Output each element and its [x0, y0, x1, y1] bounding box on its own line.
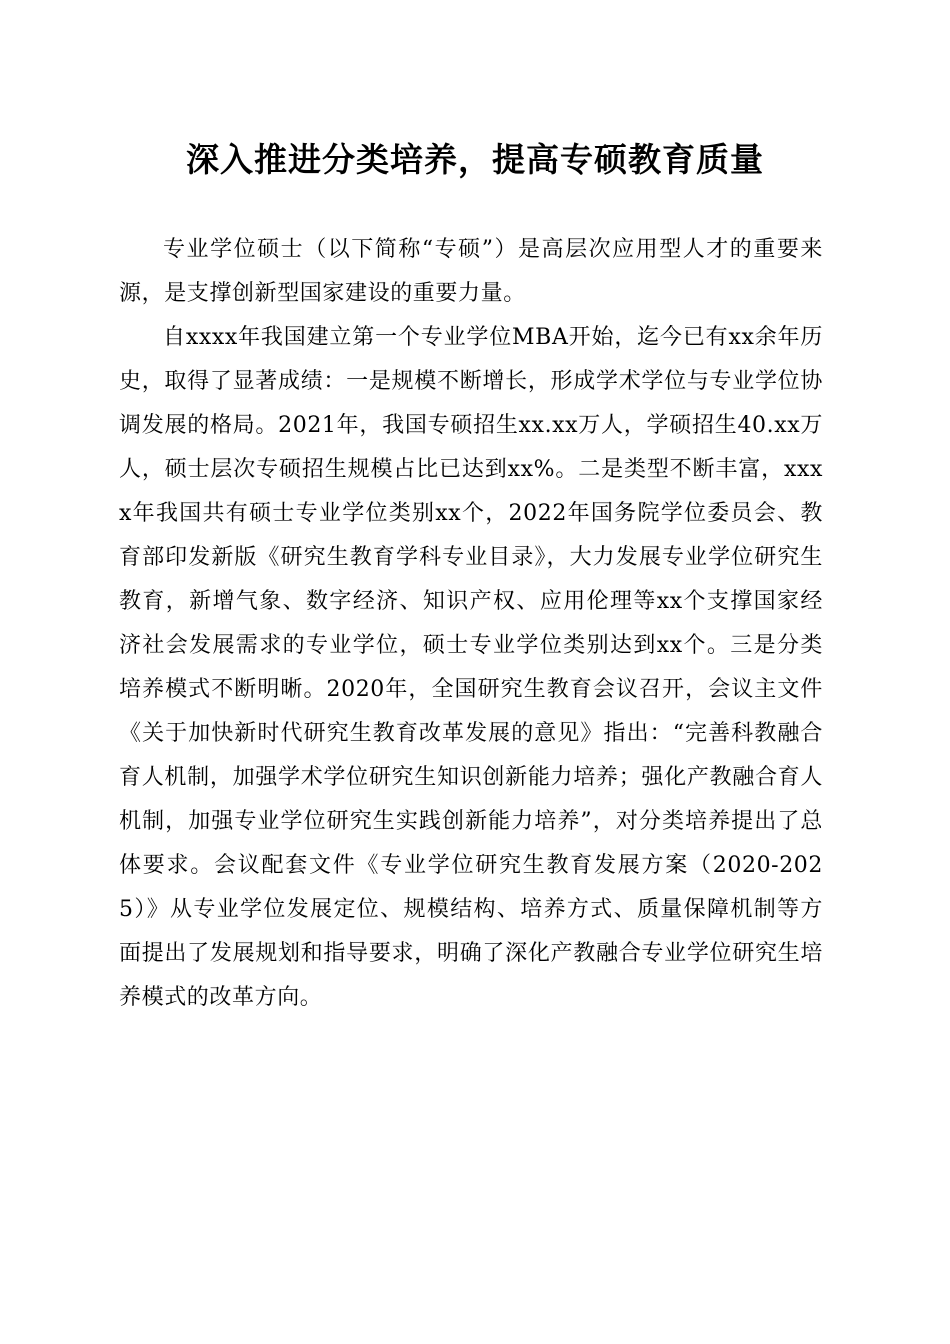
- paragraph-intro: 专业学位硕士（以下简称“专硕”）是高层次应用型人才的重要来源，是支撑创新型国家建设的重要力量。: [119, 237, 823, 306]
- document-body: [119, 228, 823, 1020]
- document-title: 深入推进分类培养，提高专硕教育质量: [186, 140, 764, 179]
- paragraph-history: 自xxxx年我国建立第一个专业学位MBA开始，迄今已有xx余年历史，取得了显著成绩：一是规模不断增长，形成学术学位与专业学位协调发展的格局。2021年，我国专硕招生xx.xx万人，学硕招生40.xx万人，硕士层次专硕招生规模占比已达到xx%。二是类型不断丰富，xxxx年我国共有硕士专业学位类别xx个，2022年国务院学位委员会、教育部印发新版《研究生教育学科专业目录》，大力发展专业学位研究生教育，新增气象、数字经济、知识产权、应用伦理等xx个支撑国家经济社会发展需求的专业学位，硕士专业学位类别达到xx个。三是分类培养模式不断明晰。2020年，全国研究生教育会议召开，会议主文件《关于加快新时代研究生教育改革发展的意见》指出：“完善科教融合育人机制，加强学术学位研究生知识创新能力培养；强化产教融合育人机制，加强专业学位研究生实践创新能力培养”，对分类培养提出了总体要求。会议配套文件《专业学位研究生教育发展方案（2020-2025）》从专业学位发展定位、规模结构、培养方式、质量保障机制等方面提出了发展规划和指导要求，明确了深化产教融合专业学位研究生培养模式的改革方向。: [119, 325, 823, 1010]
